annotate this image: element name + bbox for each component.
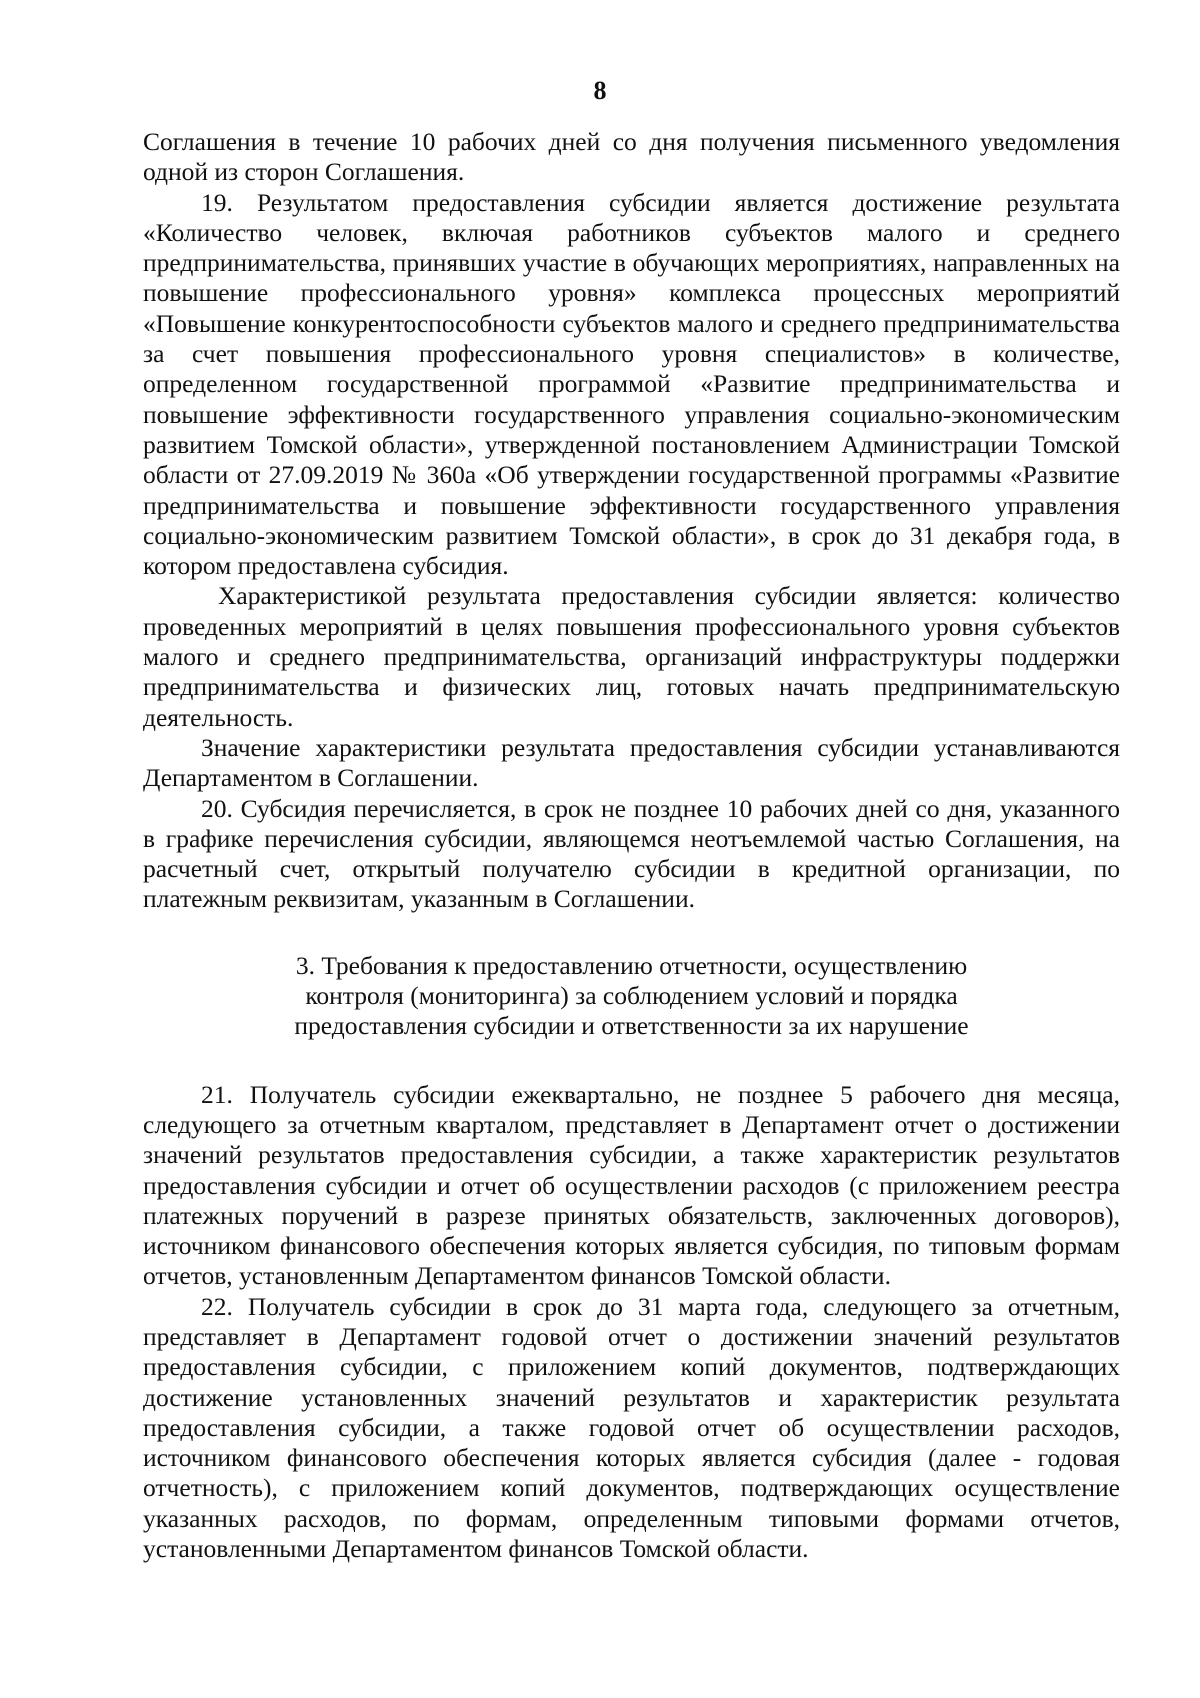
paragraph-22: 22. Получатель субсидии в срок до 31 марта года, следующего за отчетным, представляет в Департамент годовой отчет о достижении значений результатов предоставления субсидии, с приложением копий документов, подтверждающих достижение установленных значений результатов и характеристик результата предоставления субсидии, а также годовой отчет об осуществлении расходов, источником финансового обеспечения которых является субсидия (далее - годовая отчетность), с приложением копий документов, подтверждающих осуществление указанных расходов, по формам, определенным типовыми формами отчетов, установленными Департаментом финансов Томской области. bbox=[143, 1291, 1120, 1564]
paragraph-19-value: Значение характеристики результата предоставления субсидии устанавливаются Департаментом в Соглашении. bbox=[143, 732, 1120, 793]
paragraph-continuation: Соглашения в течение 10 рабочих дней со дня получения письменного уведомления одной из сторон Соглашения. bbox=[143, 127, 1120, 187]
section-heading-line: 3. Требования к предоставлению отчетности, осуществлению bbox=[295, 950, 968, 980]
paragraph-19: 19. Результатом предоставления субсидии является достижение результата «Количество человек, включая работников субъектов малого и среднего предпринимательства, принявших участие в обучающих мероприятиях, направленных на повышение профессионального уровня» комплекса процессных мероприятий «Повышение конкурентоспособности субъектов малого и среднего предпринимательства за счет повышения профессионального уровня специалистов» в количестве, определенном государственной программой «Развитие предпринимательства и повышение эффективности государственного управления социально-экономическим развитием Томской области», утвержденной постановлением Администрации Томской области от 27.09.2019 № 360а «Об утверждении государственной программы «Развитие предпринимательства и повышение эффективности государственного управления социально-экономическим развитием Томской области», в срок до 31 декабря года, в котором предоставлена субсидия. bbox=[143, 187, 1120, 581]
paragraph-21: 21. Получатель субсидии ежеквартально, не позднее 5 рабочего дня месяца, следующего за отчетным кварталом, представляет в Департамент отчет о достижении значений результатов предоставления субсидии, а также характеристик результатов предоставления субсидии и отчет об осуществлении расходов (с приложением реестра платежных поручений в разрезе принятых обязательств, заключенных договоров), источником финансового обеспечения которых является субсидия, по типовым формам отчетов, установленным Департаментом финансов Томской области. bbox=[143, 1079, 1120, 1291]
document-body bbox=[143, 127, 1120, 1564]
section-heading-line: предоставления субсидии и ответственности за их нарушение bbox=[294, 1011, 969, 1041]
paragraph-20: 20. Субсидия перечисляется, в срок не позднее 10 рабочих дней со дня, указанного в графике перечисления субсидии, являющемся неотъемлемой частью Соглашения, на расчетный счет, открытый получателю субсидии в кредитной организации, по платежным реквизитам, указанным в Соглашении. bbox=[143, 793, 1120, 914]
page-number: 8 bbox=[593, 76, 607, 105]
section-heading-line: контроля (мониторинга) за соблюдением условий и порядка bbox=[305, 981, 958, 1011]
paragraph-19-characteristic: Характеристикой результата предоставления субсидии является: количество проведенных мероприятий в целях повышения профессионального уровня субъектов малого и среднего предпринимательства, организаций инфраструктуры поддержки предпринимательства и физических лиц, готовых начать предпринимательскую деятельность. bbox=[143, 581, 1120, 732]
section-heading bbox=[143, 951, 1120, 1042]
